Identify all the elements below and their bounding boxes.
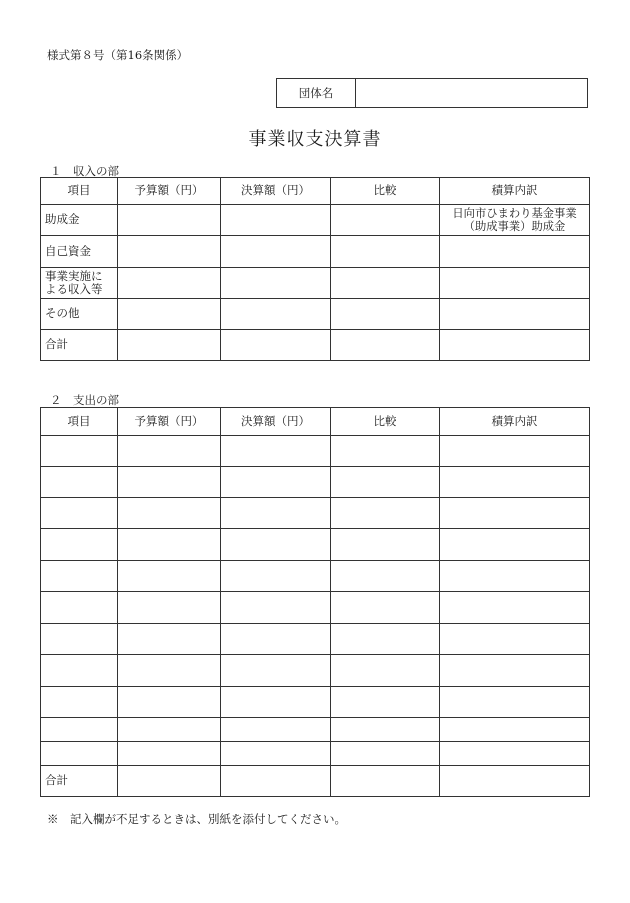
settlement-cell[interactable] bbox=[221, 299, 331, 330]
table-row bbox=[41, 718, 590, 742]
settlement-cell[interactable] bbox=[221, 268, 331, 299]
breakdown-cell[interactable] bbox=[440, 742, 590, 766]
comparison-cell[interactable] bbox=[331, 742, 440, 766]
row-item-label[interactable] bbox=[41, 655, 118, 687]
budget-cell[interactable] bbox=[118, 436, 221, 467]
header-settlement: 決算額（円） bbox=[221, 178, 331, 205]
breakdown-line: （助成事業）助成金 bbox=[463, 220, 566, 233]
budget-cell[interactable] bbox=[118, 592, 221, 624]
table-row bbox=[41, 299, 590, 330]
budget-cell[interactable] bbox=[118, 268, 221, 299]
income-table bbox=[40, 177, 590, 361]
comparison-cell[interactable] bbox=[331, 299, 440, 330]
budget-cell[interactable] bbox=[118, 529, 221, 561]
breakdown-cell[interactable] bbox=[440, 624, 590, 655]
breakdown-cell[interactable] bbox=[440, 436, 590, 467]
settlement-cell[interactable] bbox=[221, 766, 331, 797]
comparison-cell[interactable] bbox=[331, 687, 440, 718]
comparison-cell[interactable] bbox=[331, 498, 440, 529]
settlement-cell[interactable] bbox=[221, 330, 331, 361]
table-row bbox=[41, 529, 590, 561]
comparison-cell[interactable] bbox=[331, 436, 440, 467]
budget-cell[interactable] bbox=[118, 742, 221, 766]
header-budget: 予算額（円） bbox=[118, 408, 221, 436]
row-item-label[interactable] bbox=[41, 592, 118, 624]
total-row bbox=[41, 330, 590, 361]
comparison-cell[interactable] bbox=[331, 467, 440, 498]
settlement-cell[interactable] bbox=[221, 592, 331, 624]
comparison-cell[interactable] bbox=[331, 655, 440, 687]
budget-cell[interactable] bbox=[118, 687, 221, 718]
income-section-title: １ 収入の部 bbox=[50, 164, 119, 178]
row-item-label[interactable] bbox=[41, 687, 118, 718]
breakdown-cell[interactable] bbox=[440, 467, 590, 498]
settlement-cell[interactable] bbox=[221, 561, 331, 592]
settlement-cell[interactable] bbox=[221, 655, 331, 687]
table-row bbox=[41, 205, 590, 236]
footnote: ※ 記入欄が不足するときは、別紙を添付してください。 bbox=[47, 812, 346, 826]
breakdown-cell[interactable] bbox=[440, 205, 590, 236]
table-row bbox=[41, 561, 590, 592]
expense-table bbox=[40, 407, 590, 797]
settlement-cell[interactable] bbox=[221, 529, 331, 561]
budget-cell[interactable] bbox=[118, 498, 221, 529]
breakdown-cell[interactable] bbox=[440, 268, 590, 299]
breakdown-cell[interactable] bbox=[440, 498, 590, 529]
table-row bbox=[41, 687, 590, 718]
breakdown-cell[interactable] bbox=[440, 687, 590, 718]
organization-name-field[interactable] bbox=[356, 79, 587, 107]
comparison-cell[interactable] bbox=[331, 330, 440, 361]
table-row bbox=[41, 436, 590, 467]
breakdown-cell[interactable] bbox=[440, 236, 590, 268]
expense-section-title: ２ 支出の部 bbox=[50, 393, 119, 407]
comparison-cell[interactable] bbox=[331, 205, 440, 236]
comparison-cell[interactable] bbox=[331, 561, 440, 592]
row-item-label[interactable] bbox=[41, 436, 118, 467]
table-row bbox=[41, 498, 590, 529]
settlement-cell[interactable] bbox=[221, 436, 331, 467]
settlement-cell[interactable] bbox=[221, 467, 331, 498]
table-row bbox=[41, 236, 590, 268]
table-row bbox=[41, 268, 590, 299]
row-item-label[interactable] bbox=[41, 467, 118, 498]
breakdown-cell[interactable] bbox=[440, 330, 590, 361]
settlement-cell[interactable] bbox=[221, 742, 331, 766]
breakdown-cell[interactable] bbox=[440, 561, 590, 592]
budget-cell[interactable] bbox=[118, 330, 221, 361]
table-row bbox=[41, 624, 590, 655]
comparison-cell[interactable] bbox=[331, 592, 440, 624]
settlement-cell[interactable] bbox=[221, 624, 331, 655]
budget-cell[interactable] bbox=[118, 205, 221, 236]
header-breakdown: 積算内訳 bbox=[440, 408, 590, 436]
comparison-cell[interactable] bbox=[331, 236, 440, 268]
organization-name-box bbox=[276, 78, 588, 108]
document-title: 事業収支決算書 bbox=[248, 129, 382, 150]
total-row bbox=[41, 766, 590, 797]
table-row bbox=[41, 592, 590, 624]
row-item-label[interactable] bbox=[41, 742, 118, 766]
breakdown-cell[interactable] bbox=[440, 299, 590, 330]
budget-cell[interactable] bbox=[118, 624, 221, 655]
settlement-cell[interactable] bbox=[221, 498, 331, 529]
breakdown-cell[interactable] bbox=[440, 592, 590, 624]
table-row bbox=[41, 655, 590, 687]
breakdown-cell[interactable] bbox=[440, 766, 590, 797]
breakdown-cell[interactable] bbox=[440, 655, 590, 687]
header-breakdown: 積算内訳 bbox=[440, 178, 590, 205]
row-item-label[interactable] bbox=[41, 529, 118, 561]
comparison-cell[interactable] bbox=[331, 766, 440, 797]
row-item-label[interactable] bbox=[41, 498, 118, 529]
header-comparison: 比較 bbox=[331, 178, 440, 205]
comparison-cell[interactable] bbox=[331, 529, 440, 561]
table-row bbox=[41, 742, 590, 766]
comparison-cell[interactable] bbox=[331, 718, 440, 742]
row-item-label: その他 bbox=[41, 299, 118, 330]
header-settlement: 決算額（円） bbox=[221, 408, 331, 436]
breakdown-line: 日向市ひまわり基金事業 bbox=[452, 207, 577, 221]
header-comparison: 比較 bbox=[331, 408, 440, 436]
row-item-label[interactable] bbox=[41, 624, 118, 655]
expense-header-row bbox=[41, 408, 590, 436]
row-item-label: 事業実施による収入等 bbox=[41, 268, 118, 299]
row-item-label: 自己資金 bbox=[41, 236, 118, 268]
header-budget: 予算額（円） bbox=[118, 178, 221, 205]
settlement-cell[interactable] bbox=[221, 236, 331, 268]
row-item-label[interactable] bbox=[41, 561, 118, 592]
table-row bbox=[41, 467, 590, 498]
comparison-cell[interactable] bbox=[331, 624, 440, 655]
header-item: 項目 bbox=[41, 408, 118, 436]
budget-cell[interactable] bbox=[118, 236, 221, 268]
header-item: 項目 bbox=[41, 178, 118, 205]
settlement-cell[interactable] bbox=[221, 205, 331, 236]
row-item-label: 合計 bbox=[41, 766, 118, 797]
breakdown-cell[interactable] bbox=[440, 718, 590, 742]
budget-cell[interactable] bbox=[118, 718, 221, 742]
row-item-label: 合計 bbox=[41, 330, 118, 361]
row-item-label: 助成金 bbox=[41, 205, 118, 236]
budget-cell[interactable] bbox=[118, 655, 221, 687]
budget-cell[interactable] bbox=[118, 467, 221, 498]
comparison-cell[interactable] bbox=[331, 268, 440, 299]
income-header-row bbox=[41, 178, 590, 205]
row-item-label[interactable] bbox=[41, 718, 118, 742]
settlement-cell[interactable] bbox=[221, 687, 331, 718]
budget-cell[interactable] bbox=[118, 766, 221, 797]
breakdown-cell[interactable] bbox=[440, 529, 590, 561]
form-number: 様式第８号（第16条関係） bbox=[47, 48, 189, 62]
settlement-cell[interactable] bbox=[221, 718, 331, 742]
budget-cell[interactable] bbox=[118, 561, 221, 592]
organization-name-label: 団体名 bbox=[277, 79, 356, 107]
budget-cell[interactable] bbox=[118, 299, 221, 330]
